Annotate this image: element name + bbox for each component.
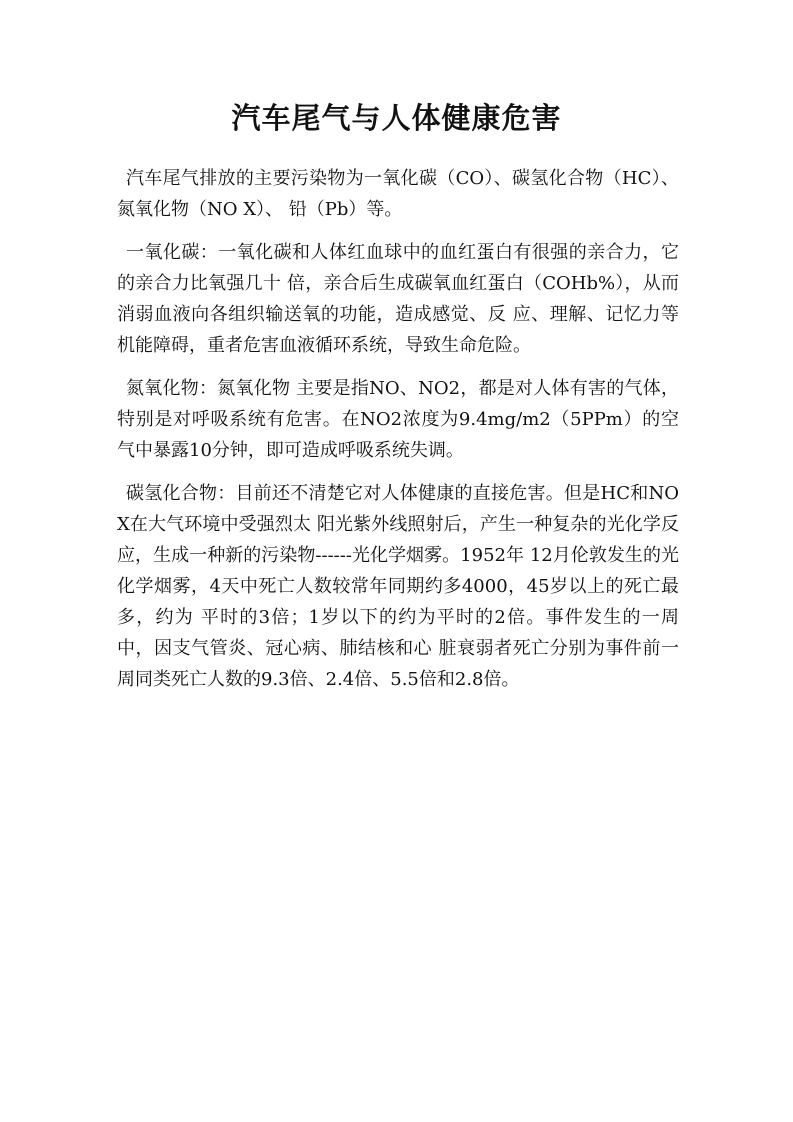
document-title: 汽车尾气与人体健康危害	[231, 101, 562, 135]
paragraph-nitrogen-oxides: 氮氧化物：氮氧化物 主要是指NO、NO2，都是对人体有害的气体，特别是对呼吸系统有危害。在NO2浓度为9.4mg/m2（5PPm）的空气中暴露10分钟，即可造成呼吸系统失调。	[117, 378, 679, 461]
paragraph-intro: 汽车尾气排放的主要污染物为一氧化碳（CO）、碳氢化合物（HC）、氮氧化物（NO X）、 铅（Pb）等。	[117, 168, 679, 220]
paragraph-hydrocarbons: 碳氢化合物：目前还不清楚它对人体健康的直接危害。但是HC和NOX在大气环境中受强烈太 阳光紫外线照射后，产生一种复杂的光化学反应，生成一种新的污染物------光化学烟雾。1952年 12月伦敦发生的光化学烟雾，4天中死亡人数较常年同期约多4000，45岁以上的死亡最多，约为 平时的3倍；1岁以下的约为平时的2倍。事件发生的一周中，因支气管炎、冠心病、肺结核和心 脏衰弱者死亡分别为事件前一周同类死亡人数的9.3倍、2.4倍、5.5倍和2.8倍。	[117, 483, 679, 690]
paragraph-carbon-monoxide: 一氧化碳：一氧化碳和人体红血球中的血红蛋白有很强的亲合力，它的亲合力比氧强几十 倍，亲合后生成碳氧血红蛋白（COHb%），从而消弱血液向各组织输送氧的功能，造成感觉、反 应、理解、记忆力等机能障碍，重者危害血液循环系统，导致生命危险。	[117, 242, 679, 356]
document-body	[117, 163, 679, 707]
